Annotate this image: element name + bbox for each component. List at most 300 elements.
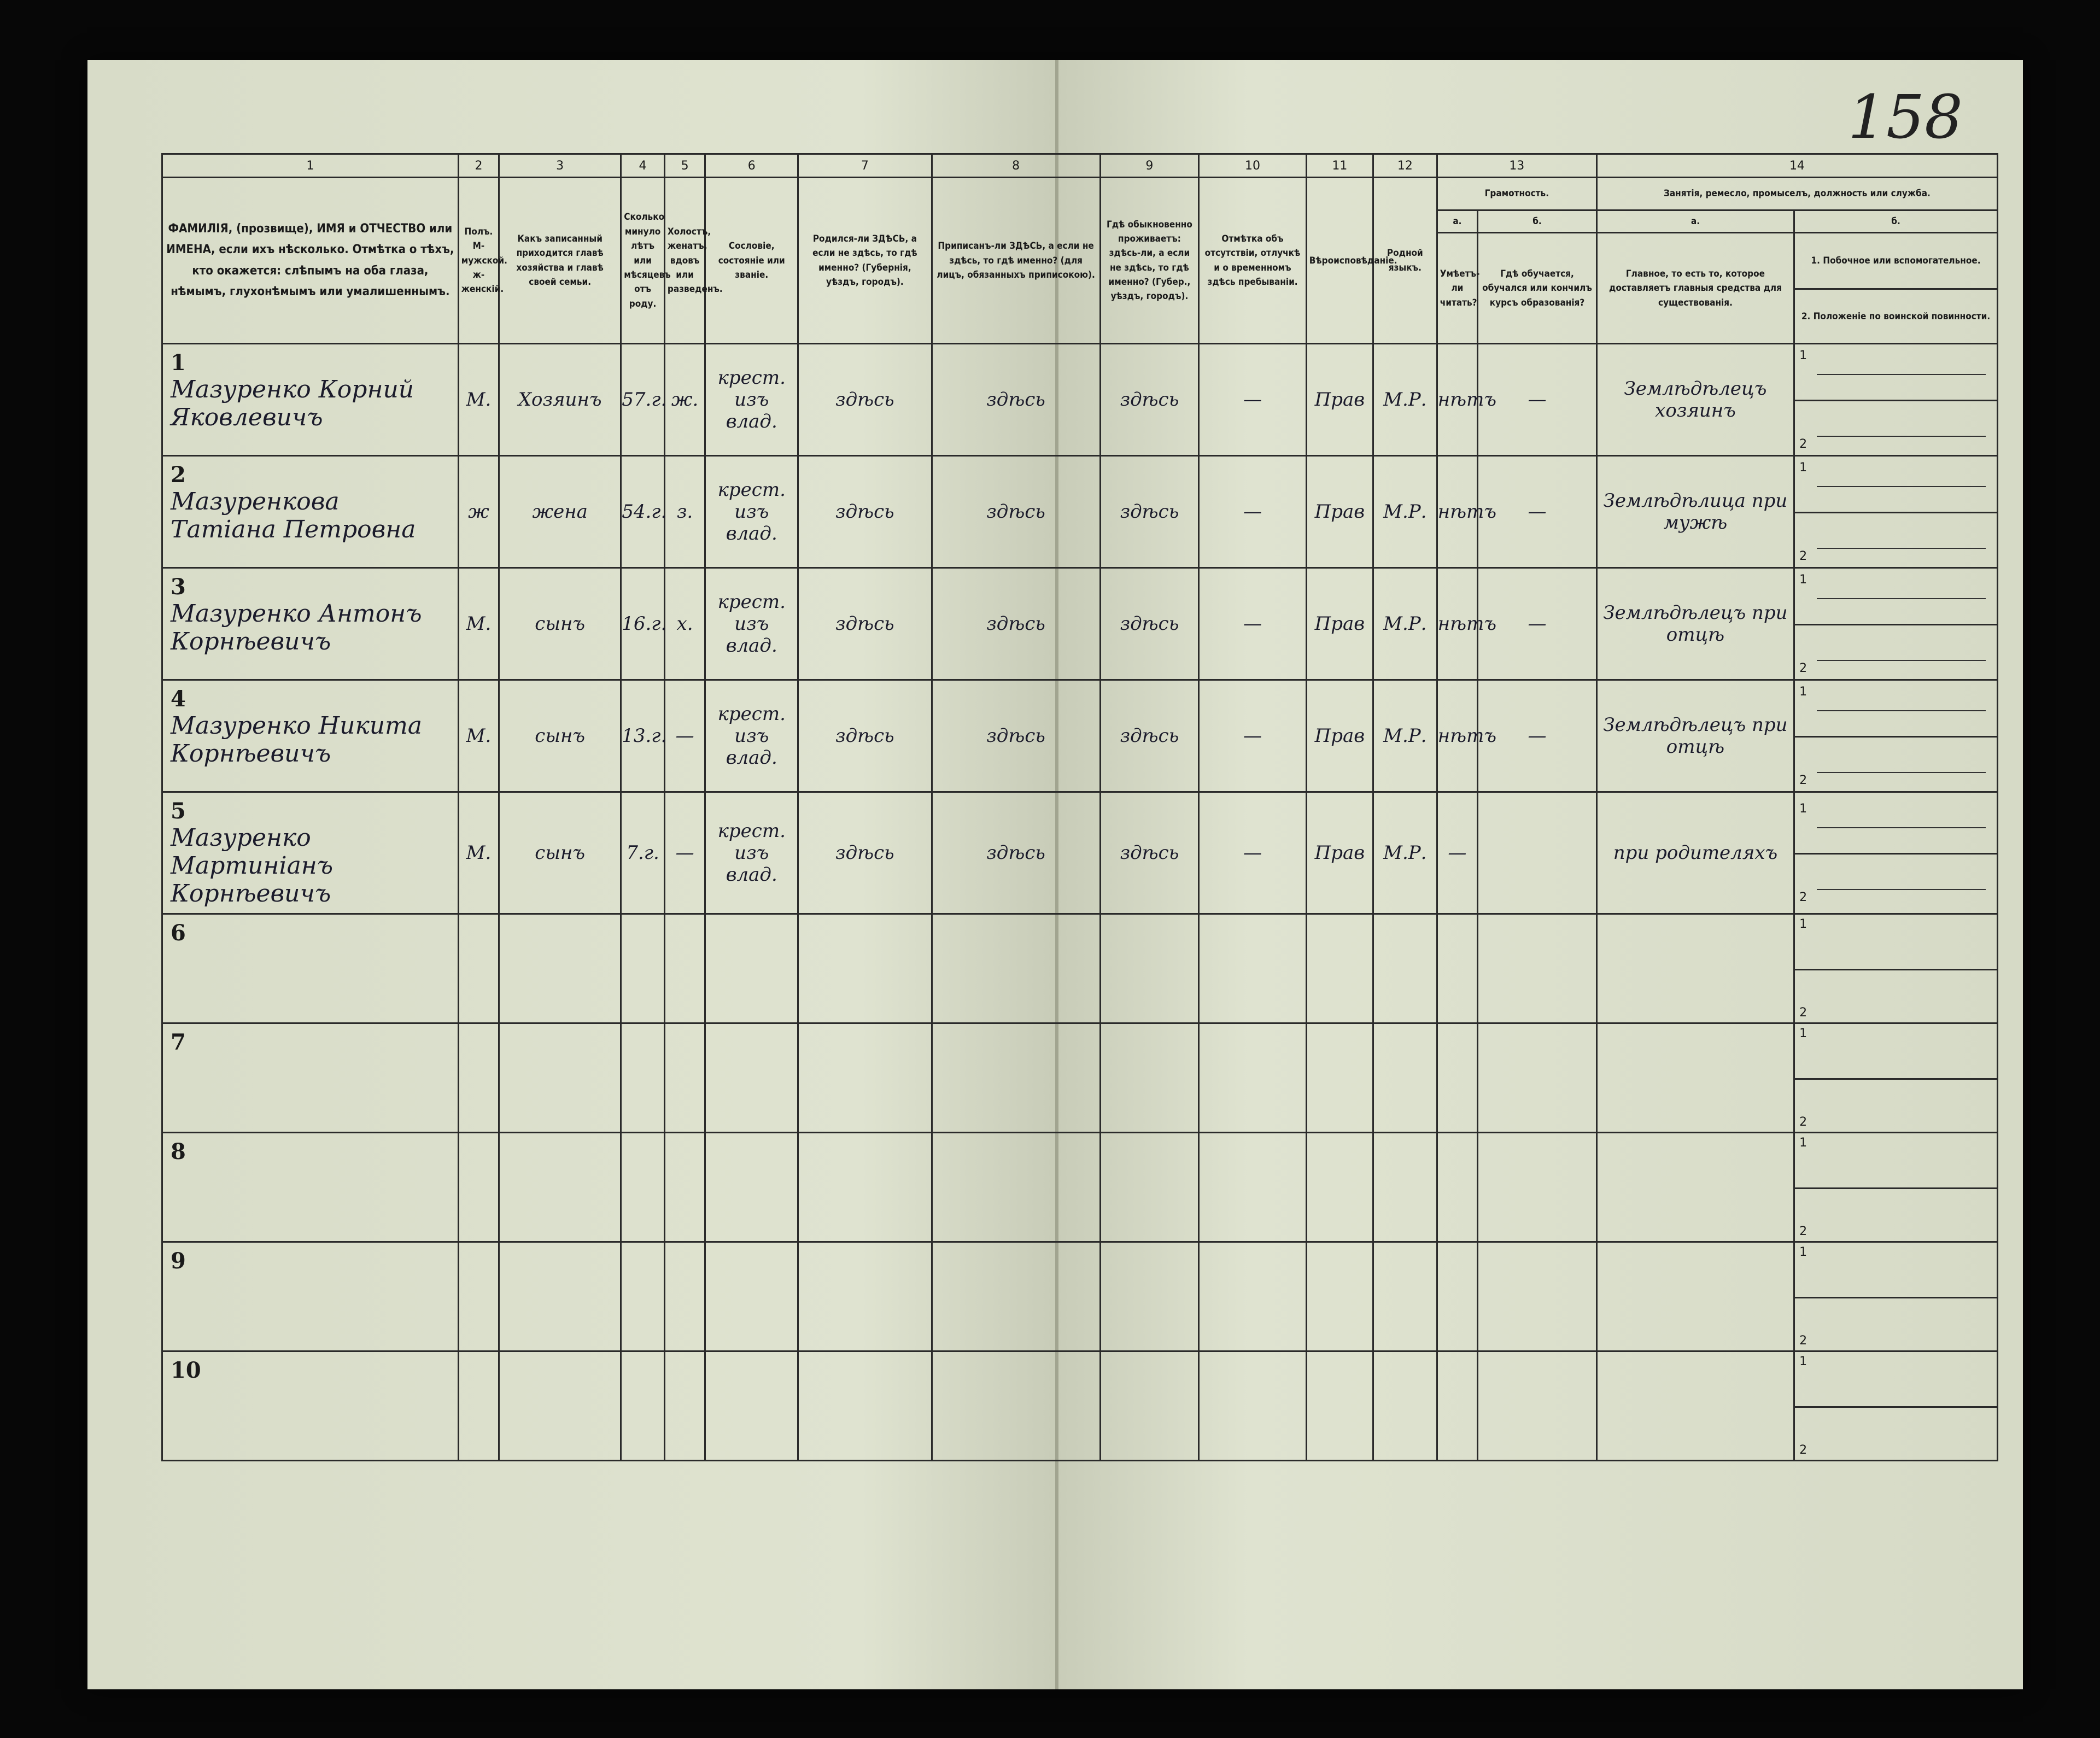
birthplace-cell xyxy=(798,344,932,456)
relation-cell xyxy=(499,792,621,914)
line-1-mark: 1 xyxy=(1799,684,1807,699)
residence: здѣсь xyxy=(1120,842,1179,864)
absence-note-cell xyxy=(1199,344,1307,456)
registered-place-cell xyxy=(932,344,1100,456)
native-language: М.Р. xyxy=(1383,613,1427,635)
line-1-mark: 1 xyxy=(1799,348,1807,362)
line-2-mark: 2 xyxy=(1799,661,1807,675)
residence-cell xyxy=(1100,1023,1199,1133)
relation-cell xyxy=(499,1242,621,1351)
col-num-1: 1 xyxy=(162,154,459,178)
native-language-cell xyxy=(1373,1133,1437,1242)
line-2-mark: 2 xyxy=(1799,549,1807,563)
column-number-row xyxy=(162,154,1998,178)
header-registered: Приписанъ-ли ЗДѢСЬ, а если не здѣсь, то гдѣ именно? (для лицъ, обязанныхъ приписокою). xyxy=(932,178,1100,344)
birthplace: здѣсь xyxy=(835,501,894,523)
sex-cell xyxy=(458,1023,499,1133)
main-occupation: Землѣдѣлица при мужѣ xyxy=(1603,490,1788,534)
dash-line xyxy=(1817,710,1986,711)
secondary-occupation-lines xyxy=(1795,683,1997,789)
relation: сынъ xyxy=(535,725,586,747)
native-language: М.Р. xyxy=(1383,725,1427,747)
main-occupation: Землѣдѣлецъ хозяинъ xyxy=(1624,378,1767,422)
header-language: Родной языкъ. xyxy=(1373,178,1437,344)
sub-divider xyxy=(1795,1187,1997,1189)
can-read: нѣтъ xyxy=(1437,389,1497,411)
absence-note: — xyxy=(1243,389,1262,411)
residence-cell xyxy=(1100,1351,1199,1461)
religion: Прав xyxy=(1314,501,1365,523)
absence-note-cell xyxy=(1199,568,1307,680)
residence-cell xyxy=(1100,568,1199,680)
header-occupation: Занятія, ремесло, промыселъ, должность или служба. xyxy=(1596,178,1997,210)
can-read: нѣтъ xyxy=(1437,613,1497,635)
main-occupation-cell xyxy=(1596,568,1794,680)
col-num-9: 9 xyxy=(1100,154,1199,178)
can-read-cell xyxy=(1437,456,1497,568)
birthplace: здѣсь xyxy=(835,725,894,747)
table-row xyxy=(162,1023,1998,1133)
can-read-cell xyxy=(1437,568,1497,680)
relation-cell xyxy=(499,1023,621,1133)
native-language-cell xyxy=(1373,914,1437,1023)
residence: здѣсь xyxy=(1120,725,1179,747)
absence-note: — xyxy=(1243,725,1262,747)
row-number: 6 xyxy=(171,920,186,946)
main-occupation-cell xyxy=(1596,1133,1794,1242)
can-read: нѣтъ xyxy=(1437,725,1497,747)
person-name-cell xyxy=(162,344,459,456)
absence-note-cell xyxy=(1199,1133,1307,1242)
row-number: 10 xyxy=(171,1357,201,1384)
secondary-occupation-cell xyxy=(1794,456,1998,568)
age: 57.г. xyxy=(622,389,667,411)
birthplace-cell xyxy=(798,568,932,680)
marital-status-cell xyxy=(664,344,705,456)
estate-cell xyxy=(705,792,798,914)
table-row xyxy=(162,792,1998,914)
relation: жена xyxy=(532,501,588,523)
col-num-2: 2 xyxy=(458,154,499,178)
birthplace: здѣсь xyxy=(835,842,894,864)
native-language-cell xyxy=(1373,1242,1437,1351)
main-occupation-cell xyxy=(1596,914,1794,1023)
can-read-cell xyxy=(1437,1242,1477,1351)
registered-place: здѣсь xyxy=(986,613,1045,635)
religion-cell xyxy=(1306,456,1373,568)
row-number: 8 xyxy=(171,1139,186,1165)
table-row xyxy=(162,568,1998,680)
main-occupation-cell xyxy=(1596,456,1794,568)
header-secondary xyxy=(1794,233,1998,344)
header-secondary-1: 1. Побочное или вспомогательное. xyxy=(1795,233,1997,290)
absence-note-cell xyxy=(1199,1351,1307,1461)
line-1-mark: 1 xyxy=(1799,801,1807,816)
native-language-cell xyxy=(1373,680,1437,792)
main-occupation: Землѣдѣлецъ при отцѣ xyxy=(1603,714,1788,758)
person-name: Мазуренко Антонъ Корнѣевичъ xyxy=(171,600,422,656)
absence-note: — xyxy=(1243,613,1262,635)
sub-divider xyxy=(1795,624,1997,625)
sex: М. xyxy=(466,389,492,411)
header-row-top xyxy=(162,178,1998,210)
residence-cell xyxy=(1100,1133,1199,1242)
relation: сынъ xyxy=(535,842,586,864)
sub-divider xyxy=(1795,512,1997,513)
marital-status-cell xyxy=(664,1023,705,1133)
header-occupation-a: а. xyxy=(1596,210,1794,233)
birthplace-cell xyxy=(798,1023,932,1133)
birthplace-cell xyxy=(798,792,932,914)
main-occupation-cell xyxy=(1596,1242,1794,1351)
table-row xyxy=(162,456,1998,568)
header-residence: Гдѣ обыкновенно проживаетъ: здѣсь-ли, а если не здѣсь, то гдѣ именно? (Губер., уѣздъ, городъ). xyxy=(1100,178,1199,344)
sex-cell xyxy=(458,1351,499,1461)
main-occupation-cell xyxy=(1596,1023,1794,1133)
header-literacy: Грамотность. xyxy=(1437,178,1596,210)
sub-divider xyxy=(1795,853,1997,855)
religion-cell xyxy=(1306,792,1373,914)
residence: здѣсь xyxy=(1120,389,1179,411)
col-num-6: 6 xyxy=(705,154,798,178)
header-name: ФАМИЛІЯ, (прозвище), ИМЯ и ОТЧЕСТВО или ИМЕНА, если ихъ нѣсколько. Отмѣтка о тѣхъ, кто окажется: слѣпымъ на оба глаза, нѣмымъ, глухонѣмымъ или умалишеннымъ. xyxy=(162,178,459,344)
row-number: 1 xyxy=(171,350,186,376)
census-sheet xyxy=(87,60,2023,1689)
secondary-occupation-lines xyxy=(1795,800,1997,906)
header-estate: Сословіе, состояніе или званіе. xyxy=(705,178,798,344)
birthplace-cell xyxy=(798,456,932,568)
table-row xyxy=(162,1242,1998,1351)
marital-status-cell xyxy=(664,914,705,1023)
native-language-cell xyxy=(1373,568,1437,680)
relation-cell xyxy=(499,456,621,568)
sub-divider xyxy=(1795,1078,1997,1080)
sheet-number: 158 xyxy=(1848,82,1963,152)
line-1-mark: 1 xyxy=(1799,917,1807,932)
secondary-occupation-lines xyxy=(1795,1353,1997,1459)
can-read-cell xyxy=(1437,1351,1477,1461)
person-name-cell xyxy=(162,568,459,680)
estate-cell xyxy=(705,914,798,1023)
relation-cell xyxy=(499,914,621,1023)
absence-note-cell xyxy=(1199,792,1307,914)
estate: крест. изъ влад. xyxy=(717,479,786,545)
secondary-occupation-cell xyxy=(1794,344,1998,456)
secondary-occupation-cell xyxy=(1794,1023,1998,1133)
person-name: Мазуренко Мартиніанъ Корнѣевичъ xyxy=(171,824,334,908)
main-occupation-cell xyxy=(1596,344,1794,456)
col-num-7: 7 xyxy=(798,154,932,178)
absence-note-cell xyxy=(1199,680,1307,792)
estate-cell xyxy=(705,344,798,456)
education-cell xyxy=(1478,792,1597,914)
dash-line xyxy=(1817,548,1986,549)
sub-divider xyxy=(1795,736,1997,738)
estate: крест. изъ влад. xyxy=(717,591,786,657)
can-read-cell xyxy=(1437,680,1497,792)
residence-cell xyxy=(1100,792,1199,914)
marital-status: — xyxy=(675,725,694,747)
can-read-cell xyxy=(1437,914,1477,1023)
registered-place: здѣсь xyxy=(986,842,1045,864)
religion-cell xyxy=(1306,914,1373,1023)
estate-cell xyxy=(705,680,798,792)
sex-cell xyxy=(458,1133,499,1242)
person-name-cell xyxy=(162,914,459,1023)
line-1-mark: 1 xyxy=(1799,1245,1807,1260)
education: — xyxy=(1528,725,1547,747)
dash-line xyxy=(1817,889,1986,890)
age-cell xyxy=(621,456,665,568)
sex: М. xyxy=(466,842,492,864)
education: — xyxy=(1528,613,1547,635)
native-language: М.Р. xyxy=(1383,501,1427,523)
dash-line xyxy=(1817,660,1986,661)
line-1-mark: 1 xyxy=(1799,1355,1807,1369)
age: 7.г. xyxy=(626,842,659,864)
religion-cell xyxy=(1306,1351,1373,1461)
secondary-occupation-cell xyxy=(1794,680,1998,792)
person-name: Мазуренкова Татіана Петровна xyxy=(171,488,416,544)
age-cell xyxy=(621,1023,665,1133)
native-language-cell xyxy=(1373,1023,1437,1133)
absence-note-cell xyxy=(1199,1023,1307,1133)
education-cell xyxy=(1478,1351,1597,1461)
person-name-cell xyxy=(162,456,459,568)
sub-divider xyxy=(1795,1406,1997,1408)
sex: М. xyxy=(466,725,492,747)
header-can-read: Умѣетъ-ли читать? xyxy=(1437,233,1477,344)
estate-cell xyxy=(705,1351,798,1461)
relation: сынъ xyxy=(535,613,586,635)
header-main-occupation: Главное, то есть то, которое доставляетъ главныя средства для существованія. xyxy=(1596,233,1794,344)
education-cell xyxy=(1478,1242,1597,1351)
marital-status: ж. xyxy=(671,389,699,411)
person-name-cell xyxy=(162,1133,459,1242)
age-cell xyxy=(621,1242,665,1351)
estate-cell xyxy=(705,456,798,568)
row-number: 7 xyxy=(171,1029,186,1056)
marital-status-cell xyxy=(664,1351,705,1461)
estate: крест. изъ влад. xyxy=(717,367,786,433)
row-number: 5 xyxy=(171,798,186,824)
residence-cell xyxy=(1100,914,1199,1023)
header-absence: Отмѣтка объ отсутствіи, отлучкѣ и о временномъ здѣсь пребываніи. xyxy=(1199,178,1307,344)
header-literacy-a: а. xyxy=(1437,210,1477,233)
can-read: нѣтъ xyxy=(1437,501,1497,523)
age: 13.г. xyxy=(622,725,667,747)
marital-status: — xyxy=(675,842,694,864)
dash-line xyxy=(1817,436,1986,437)
religion-cell xyxy=(1306,1133,1373,1242)
line-2-mark: 2 xyxy=(1799,773,1807,787)
absence-note: — xyxy=(1243,501,1262,523)
age-cell xyxy=(621,792,665,914)
header-literacy-b: б. xyxy=(1478,210,1597,233)
line-1-mark: 1 xyxy=(1799,460,1807,475)
secondary-occupation-lines xyxy=(1795,347,1997,453)
header-education: Гдѣ обучается, обучался или кончилъ курсъ образованія? xyxy=(1478,233,1597,344)
sex-cell xyxy=(458,344,499,456)
birthplace: здѣсь xyxy=(835,613,894,635)
religion-cell xyxy=(1306,344,1373,456)
main-occupation-cell xyxy=(1596,1351,1794,1461)
header-secondary-2: 2. Положеніе по воинской повинности. xyxy=(1801,311,1991,322)
dash-line xyxy=(1817,374,1986,375)
marital-status: х. xyxy=(676,613,693,635)
main-occupation-cell xyxy=(1596,792,1794,914)
religion: Прав xyxy=(1314,725,1365,747)
native-language-cell xyxy=(1373,456,1437,568)
birthplace-cell xyxy=(798,914,932,1023)
table-row xyxy=(162,680,1998,792)
secondary-occupation-lines xyxy=(1795,1243,1997,1350)
birthplace-cell xyxy=(798,680,932,792)
line-1-mark: 1 xyxy=(1799,1027,1807,1041)
birthplace-cell xyxy=(798,1133,932,1242)
residence: здѣсь xyxy=(1120,613,1179,635)
age: 54.г. xyxy=(622,501,667,523)
native-language: М.Р. xyxy=(1383,842,1427,864)
registered-place-cell xyxy=(932,1351,1100,1461)
col-num-11: 11 xyxy=(1306,154,1373,178)
line-2-mark: 2 xyxy=(1799,437,1807,451)
line-2-mark: 2 xyxy=(1799,1334,1807,1348)
birthplace: здѣсь xyxy=(835,389,894,411)
religion: Прав xyxy=(1314,389,1365,411)
can-read-cell xyxy=(1437,792,1477,914)
line-2-mark: 2 xyxy=(1799,1115,1807,1130)
secondary-occupation-cell xyxy=(1794,1242,1998,1351)
table-row xyxy=(162,914,1998,1023)
education: — xyxy=(1528,389,1547,411)
sex-cell xyxy=(458,456,499,568)
sex: М. xyxy=(466,613,492,635)
estate-cell xyxy=(705,1133,798,1242)
row-number: 4 xyxy=(171,686,186,712)
residence-cell xyxy=(1100,456,1199,568)
can-read: — xyxy=(1448,842,1467,864)
age-cell xyxy=(621,914,665,1023)
secondary-occupation-cell xyxy=(1794,792,1998,914)
person-name-cell xyxy=(162,1351,459,1461)
sex-cell xyxy=(458,680,499,792)
can-read-cell xyxy=(1437,344,1497,456)
age-cell xyxy=(621,568,665,680)
header-religion: Вѣроисповѣданіе. xyxy=(1306,178,1373,344)
residence-cell xyxy=(1100,1242,1199,1351)
religion-cell xyxy=(1306,568,1373,680)
registered-place-cell xyxy=(932,914,1100,1023)
person-name: Мазуренко Никита Корнѣевичъ xyxy=(171,712,423,768)
dash-line xyxy=(1817,598,1986,599)
native-language-cell xyxy=(1373,344,1437,456)
education-cell xyxy=(1478,1023,1597,1133)
sub-divider xyxy=(1795,400,1997,401)
estate-cell xyxy=(705,1023,798,1133)
education: — xyxy=(1528,501,1547,523)
estate-cell xyxy=(705,1242,798,1351)
line-2-mark: 2 xyxy=(1799,1225,1807,1239)
registered-place-cell xyxy=(932,1023,1100,1133)
main-occupation: Землѣдѣлецъ при отцѣ xyxy=(1603,602,1788,646)
religion-cell xyxy=(1306,680,1373,792)
marital-status: з. xyxy=(676,501,693,523)
dash-line xyxy=(1817,772,1986,773)
age-cell xyxy=(621,1133,665,1242)
registered-place-cell xyxy=(932,1133,1100,1242)
person-name-cell xyxy=(162,680,459,792)
header-age: Сколько минуло лѣтъ или мѣсяцевъ отъ роду. xyxy=(621,178,665,344)
main-occupation: при родителяхъ xyxy=(1613,842,1778,864)
can-read-cell xyxy=(1437,1023,1477,1133)
registered-place-cell xyxy=(932,792,1100,914)
age-cell xyxy=(621,680,665,792)
secondary-occupation-lines xyxy=(1795,571,1997,677)
secondary-occupation-cell xyxy=(1794,568,1998,680)
absence-note-cell xyxy=(1199,914,1307,1023)
secondary-occupation-cell xyxy=(1794,914,1998,1023)
absence-note: — xyxy=(1243,842,1262,864)
sex-cell xyxy=(458,1242,499,1351)
sub-divider xyxy=(1795,1297,1997,1298)
sex-cell xyxy=(458,792,499,914)
census-table xyxy=(161,153,1998,1461)
table-row xyxy=(162,1351,1998,1461)
col-num-10: 10 xyxy=(1199,154,1307,178)
person-name-cell xyxy=(162,792,459,914)
line-1-mark: 1 xyxy=(1799,1136,1807,1150)
row-number: 9 xyxy=(171,1248,186,1274)
line-2-mark: 2 xyxy=(1799,1006,1807,1020)
birthplace-cell xyxy=(798,1242,932,1351)
secondary-occupation-lines xyxy=(1795,915,1997,1022)
relation-cell xyxy=(499,344,621,456)
can-read-cell xyxy=(1437,1133,1477,1242)
native-language-cell xyxy=(1373,1351,1437,1461)
relation-cell xyxy=(499,1351,621,1461)
header-relation: Какъ записанный приходится главѣ хозяйства и главѣ своей семьи. xyxy=(499,178,621,344)
relation-cell xyxy=(499,1133,621,1242)
relation: Хозяинъ xyxy=(518,389,602,411)
header-marital: Холостъ, женатъ, вдовъ или разведенъ. xyxy=(664,178,705,344)
marital-status-cell xyxy=(664,1133,705,1242)
marital-status-cell xyxy=(664,568,705,680)
col-num-3: 3 xyxy=(499,154,621,178)
registered-place-cell xyxy=(932,1242,1100,1351)
secondary-occupation-lines xyxy=(1795,1025,1997,1131)
col-num-14: 14 xyxy=(1596,154,1997,178)
residence: здѣсь xyxy=(1120,501,1179,523)
col-num-8: 8 xyxy=(932,154,1100,178)
education-cell xyxy=(1478,1133,1597,1242)
religion-cell xyxy=(1306,1023,1373,1133)
person-name-cell xyxy=(162,1242,459,1351)
secondary-occupation-lines xyxy=(1795,459,1997,565)
age: 16.г. xyxy=(622,613,667,635)
native-language: М.Р. xyxy=(1383,389,1427,411)
col-num-5: 5 xyxy=(664,154,705,178)
education-cell xyxy=(1478,914,1597,1023)
main-occupation-cell xyxy=(1596,680,1794,792)
row-number: 2 xyxy=(171,462,186,488)
marital-status-cell xyxy=(664,792,705,914)
col-num-12: 12 xyxy=(1373,154,1437,178)
residence-cell xyxy=(1100,344,1199,456)
table-row xyxy=(162,344,1998,456)
estate: крест. изъ влад. xyxy=(717,703,786,769)
estate: крест. изъ влад. xyxy=(717,820,786,886)
